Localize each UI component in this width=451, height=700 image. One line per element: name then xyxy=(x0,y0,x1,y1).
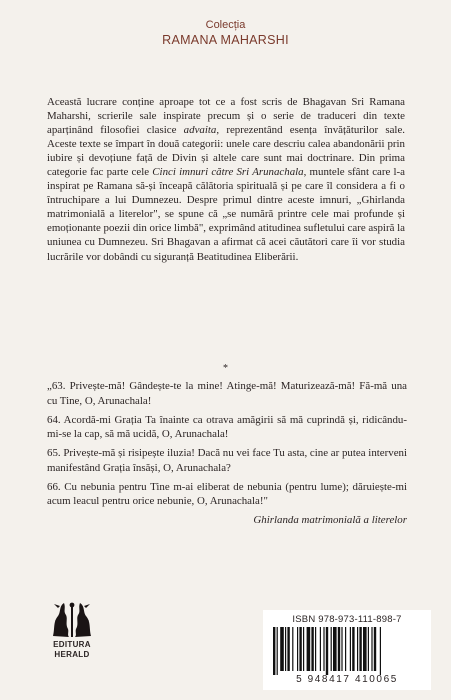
barcode-panel xyxy=(263,610,431,690)
intro-text-2: , reprezentând esența învățăturilor sale. Aceste texte se împart în două categorii: unele care descriu calea abandonării prin iubire și devoțiune față de Divin și altele care sunt mai doctrinare. Din prima categorie fac parte cele xyxy=(47,124,405,179)
quote-65: 65. Privește-mă și risipește iluzia! Dacă nu vei face Tu asta, cine ar putea interveni manifestând Grația însăși, O, Arunachala? xyxy=(47,447,407,474)
quote-source: Ghirlanda matrimonială a literelor xyxy=(253,514,407,526)
publisher-line-2: HERALD xyxy=(54,650,90,659)
intro-text-3: , muntele sfânt care l-a inspirat pe Ramana să-și înceapă călătoria spirituală și pe care îl considera a fi o întruchipare a lui Dumnezeu. Despre primul dintre aceste imnuri, „Ghirlanda matrimonială a literelor", se spune că „se numără printre cele mai profunde și emoționante poezii din orice limbă", exprimând atitudinea sufletului care aspiră la uniunea cu Dumnezeu. Sri Bhagavan a afirmat că acei căutători care îi vor studia lucrările vor dobândi cu siguranță Beatitudinea Eliberării. xyxy=(47,166,405,263)
quotes-block xyxy=(47,379,407,528)
barcode-digits: 5 948417 410065 xyxy=(296,674,398,685)
series-header xyxy=(0,18,451,48)
quote-64: 64. Acordă-mi Grația Ta înainte ca otrava amăgirii să mă cuprindă și, ridicându-mi-se la cap, să mă ucidă, O, Arunachala! xyxy=(47,413,407,440)
twin-dragons-emblem-icon xyxy=(49,600,95,640)
intro-italic-advaita: advaita xyxy=(183,124,217,137)
publisher-line-1: EDITURA xyxy=(53,640,91,649)
series-title: RAMANA MAHARSHI xyxy=(162,33,289,47)
publisher-logo xyxy=(32,600,112,660)
intro-italic-hymns: Cinci imnuri către Sri Arunachala xyxy=(152,166,304,179)
series-label: Colecția xyxy=(205,19,246,31)
quote-63: „63. Privește-mă! Gândește-te la mine! Atinge-mă! Maturizează-mă! Fă-mă una cu Tine, O, Arunachala! xyxy=(47,380,407,407)
section-separator: * xyxy=(223,363,228,374)
quote-66: 66. Cu nebunia pentru Tine m-ai eliberat de nebunia (pentru lume); dăruiește-mi acum leacul pentru orice nebunie, O, Arunachala!" xyxy=(47,480,407,507)
barcode-icon xyxy=(273,627,421,675)
isbn-text: ISBN 978-973-111-898-7 xyxy=(292,614,402,625)
intro-paragraph xyxy=(47,95,405,264)
intro-text-1: Această lucrare conține aproape tot ce a fost scris de Bhagavan Sri Ramana Maharshi, scrierile sale inspirate precum și o serie de traduceri din texte aparținând filosofiei clasice xyxy=(47,96,405,137)
